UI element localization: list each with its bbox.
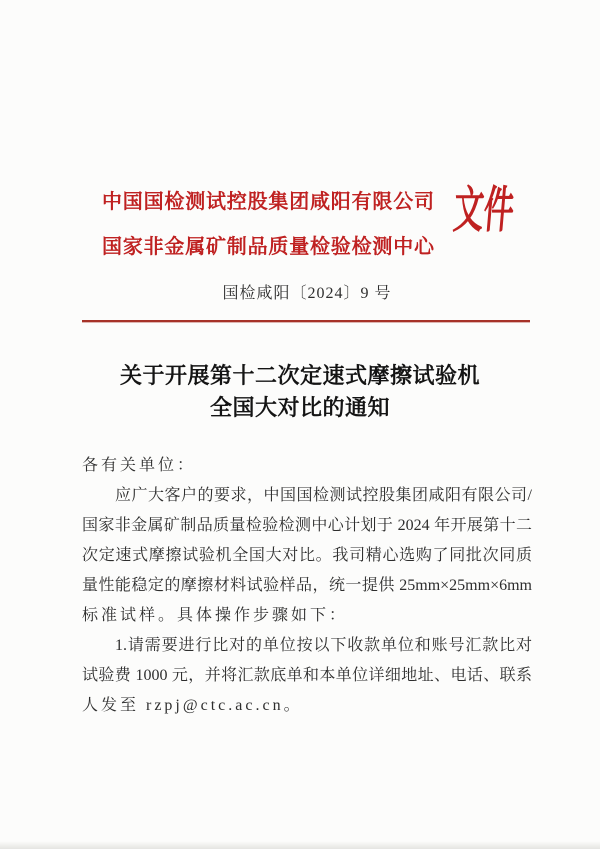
document-body	[82, 451, 532, 721]
doc-number: 国检咸阳〔2024〕9 号	[222, 285, 392, 302]
body-line: 量性能稳定的摩擦材料试验样品，统一提供 25mm×25mm×6mm	[82, 577, 532, 594]
body-line: 人发至 rzpj@ctc.ac.cn。	[82, 697, 303, 714]
red-divider-line	[82, 320, 530, 322]
body-line: 应广大客户的要求，中国国检测试控股集团咸阳有限公司/	[115, 487, 532, 504]
salutation: 各有关单位：	[82, 457, 197, 474]
letterhead	[102, 190, 434, 259]
title-line1: 关于开展第十二次定速式摩擦试验机	[119, 363, 480, 388]
scan-shadow-edge	[0, 841, 600, 849]
body-line: 次定速式摩擦试验机全国大对比。我司精心选购了同批次同质	[82, 547, 532, 564]
body-line: 标准试样。具体操作步骤如下：	[82, 607, 349, 624]
document-title	[75, 360, 525, 424]
doc-type-label: 文件	[451, 182, 517, 238]
title-line2: 全国大对比的通知	[209, 395, 390, 420]
body-line: 国家非金属矿制品质量检验检测中心计划于 2024 年开展第十二	[82, 517, 532, 534]
org-name-line1: 中国国检测试控股集团咸阳有限公司	[102, 191, 434, 213]
body-line: 试验费 1000 元，并将汇款底单和本单位详细地址、电话、联系	[82, 667, 532, 684]
org-name-line2: 国家非金属矿制品质量检验检测中心	[102, 236, 434, 258]
body-line: 1.请需要进行比对的单位按以下收款单位和账号汇款比对	[115, 637, 532, 654]
